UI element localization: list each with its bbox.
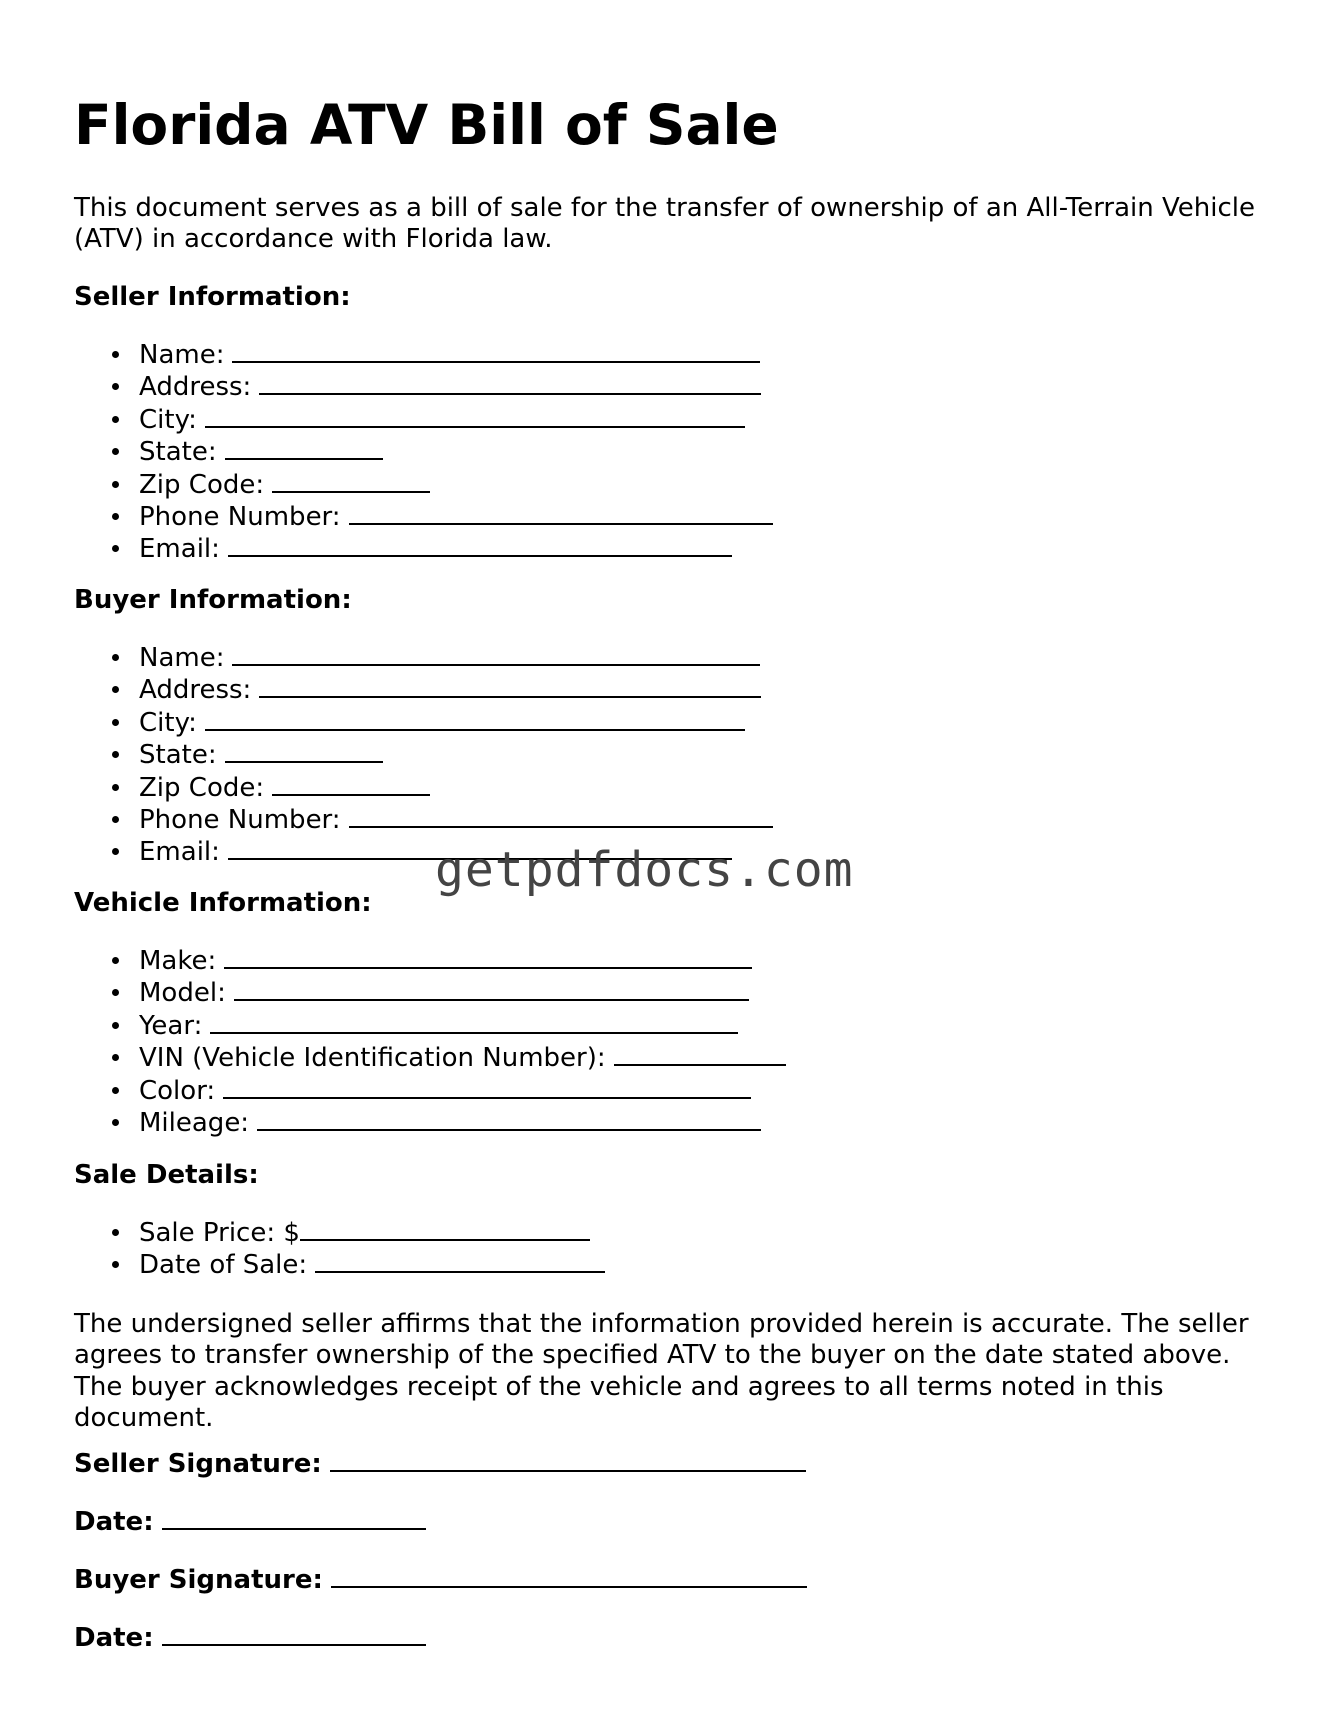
buyer-address-blank[interactable] bbox=[259, 674, 761, 698]
sale-field-list bbox=[74, 1217, 605, 1282]
buyer-address-field bbox=[74, 674, 773, 706]
field-label: State: bbox=[139, 437, 217, 468]
seller-name-field bbox=[74, 339, 773, 371]
field-label: Year: bbox=[139, 1010, 203, 1041]
sale-price-blank[interactable] bbox=[300, 1217, 590, 1241]
vehicle-heading: Vehicle Information: bbox=[74, 888, 372, 918]
buyer-state-blank[interactable] bbox=[225, 739, 383, 763]
seller-signature-blank[interactable] bbox=[330, 1448, 806, 1472]
seller-state-field bbox=[74, 436, 773, 468]
field-label: Sale Price: $ bbox=[139, 1218, 300, 1248]
field-label: Address: bbox=[139, 675, 252, 706]
sale-date-field bbox=[74, 1249, 605, 1281]
vehicle-vin-field bbox=[74, 1042, 786, 1074]
field-label: Address: bbox=[139, 372, 252, 403]
buyer-signature-line bbox=[74, 1564, 807, 1596]
document-title: Florida ATV Bill of Sale bbox=[74, 93, 779, 157]
field-label: Email: bbox=[139, 837, 220, 868]
affirmation-paragraph: The undersigned seller affirms that the information provided herein is accurate. The seller agrees to transfer ownership of the specified ATV to the buyer on the date stated above. The buyer acknowledges receipt of the vehicle and agrees to all terms noted in this document. bbox=[74, 1309, 1249, 1434]
field-label: Color: bbox=[139, 1075, 216, 1106]
buyer-date-line bbox=[74, 1622, 426, 1654]
vehicle-mileage-field bbox=[74, 1107, 786, 1139]
buyer-date-blank[interactable] bbox=[162, 1622, 426, 1646]
field-label: Email: bbox=[139, 534, 220, 565]
vehicle-model-blank[interactable] bbox=[234, 977, 749, 1001]
vehicle-field-list bbox=[74, 945, 786, 1139]
seller-date-label: Date: bbox=[74, 1507, 154, 1537]
seller-name-blank[interactable] bbox=[232, 339, 760, 363]
field-label: Model: bbox=[139, 978, 226, 1009]
seller-heading: Seller Information: bbox=[74, 282, 351, 312]
seller-phone-field bbox=[74, 501, 773, 533]
vehicle-vin-blank[interactable] bbox=[614, 1042, 786, 1066]
vehicle-color-field bbox=[74, 1075, 786, 1107]
field-label: City: bbox=[139, 707, 197, 738]
seller-city-blank[interactable] bbox=[205, 404, 745, 428]
field-label: Name: bbox=[139, 643, 225, 673]
sale-heading: Sale Details: bbox=[74, 1160, 259, 1190]
buyer-field-list bbox=[74, 642, 773, 869]
field-label: VIN (Vehicle Identification Number): bbox=[139, 1043, 606, 1074]
field-label: Name: bbox=[139, 340, 225, 370]
seller-signature-label: Seller Signature: bbox=[74, 1449, 322, 1479]
field-label: Mileage: bbox=[139, 1108, 250, 1139]
seller-email-field bbox=[74, 533, 773, 565]
buyer-zip-blank[interactable] bbox=[272, 772, 430, 796]
field-label: Zip Code: bbox=[139, 469, 265, 500]
field-label: Zip Code: bbox=[139, 772, 265, 803]
vehicle-color-blank[interactable] bbox=[223, 1075, 751, 1099]
sale-price-field bbox=[74, 1217, 605, 1249]
buyer-zip-field bbox=[74, 772, 773, 804]
seller-date-line bbox=[74, 1506, 426, 1538]
vehicle-make-field bbox=[74, 945, 786, 977]
watermark: getpdfdocs.com bbox=[435, 842, 854, 898]
field-label: Phone Number: bbox=[139, 502, 341, 533]
field-label: State: bbox=[139, 740, 217, 771]
vehicle-year-field bbox=[74, 1010, 786, 1042]
seller-phone-blank[interactable] bbox=[349, 501, 773, 525]
field-label: City: bbox=[139, 404, 197, 435]
buyer-name-field bbox=[74, 642, 773, 674]
seller-state-blank[interactable] bbox=[225, 436, 383, 460]
buyer-date-label: Date: bbox=[74, 1623, 154, 1653]
vehicle-make-blank[interactable] bbox=[224, 945, 752, 969]
seller-date-blank[interactable] bbox=[162, 1506, 426, 1530]
field-label: Make: bbox=[139, 946, 217, 976]
seller-zip-blank[interactable] bbox=[272, 469, 430, 493]
vehicle-mileage-blank[interactable] bbox=[257, 1107, 761, 1131]
buyer-city-field bbox=[74, 707, 773, 739]
buyer-phone-field bbox=[74, 804, 773, 836]
buyer-name-blank[interactable] bbox=[232, 642, 760, 666]
vehicle-year-blank[interactable] bbox=[210, 1010, 738, 1034]
intro-paragraph: This document serves as a bill of sale for the transfer of ownership of an All-Terrain Vehicle (ATV) in accordance with Florida law. bbox=[74, 193, 1255, 255]
seller-email-blank[interactable] bbox=[228, 533, 732, 557]
field-label: Phone Number: bbox=[139, 805, 341, 836]
vehicle-model-field bbox=[74, 977, 786, 1009]
buyer-phone-blank[interactable] bbox=[349, 804, 773, 828]
buyer-state-field bbox=[74, 739, 773, 771]
seller-zip-field bbox=[74, 469, 773, 501]
buyer-city-blank[interactable] bbox=[205, 707, 745, 731]
seller-address-blank[interactable] bbox=[259, 371, 761, 395]
buyer-signature-blank[interactable] bbox=[331, 1564, 807, 1588]
seller-city-field bbox=[74, 404, 773, 436]
buyer-signature-label: Buyer Signature: bbox=[74, 1565, 323, 1595]
buyer-heading: Buyer Information: bbox=[74, 585, 352, 615]
seller-field-list bbox=[74, 339, 773, 566]
seller-address-field bbox=[74, 371, 773, 403]
field-label: Date of Sale: bbox=[139, 1250, 308, 1281]
seller-signature-line bbox=[74, 1448, 806, 1480]
sale-date-blank[interactable] bbox=[315, 1249, 605, 1273]
